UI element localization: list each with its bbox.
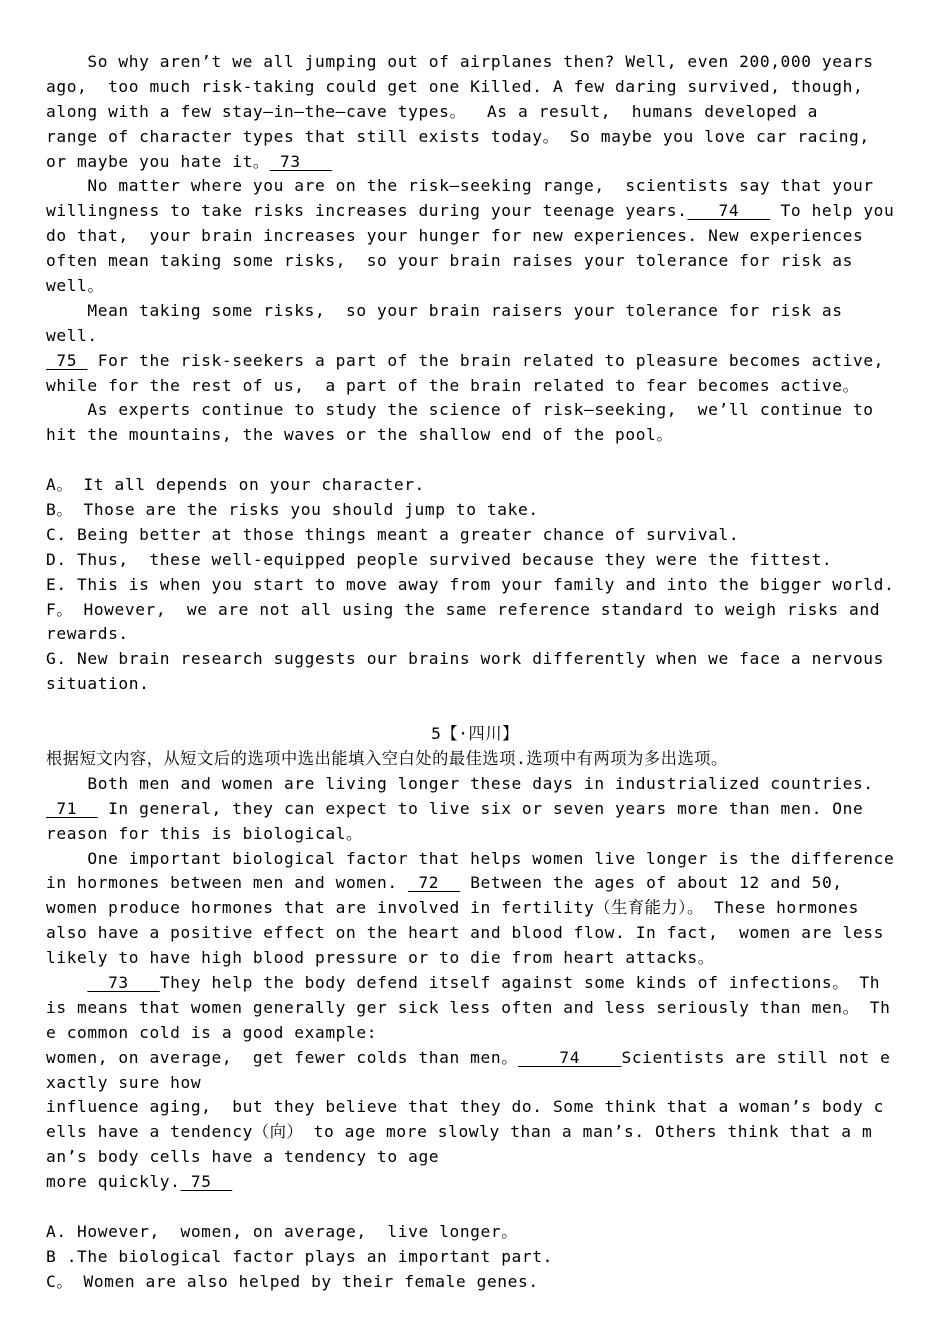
passage-text: Between the ages of about 12 and 50, bbox=[459, 873, 843, 893]
passage-text: in hormones between men and women. bbox=[46, 873, 409, 893]
passage-line: No matter where you are on the risk—seeking range, scientists say that your bbox=[46, 176, 874, 196]
passage-line: do that, your brain increases your hunger for new experiences. New experiences bbox=[46, 226, 864, 246]
passage-line: One important biological factor that helps women live longer is the difference bbox=[46, 848, 895, 868]
passage-text: more quickly. bbox=[46, 1172, 181, 1192]
option-item: C. Being better at those things meant a greater chance of survival. bbox=[46, 524, 740, 544]
option-item: F。 However, we are not all using the same reference standard to weigh risks and bbox=[46, 599, 881, 619]
passage-text: or maybe you hate it。 bbox=[46, 151, 270, 171]
passage-line: is means that women generally ger sick less often and less seriously than men。 Th bbox=[46, 997, 891, 1017]
passage-line bbox=[46, 199, 904, 224]
passage-line: ells have a tendency（向） to age more slowly than a man’s. Others think that a m bbox=[46, 1122, 873, 1142]
option-item: A. However, women, on average, live longer。 bbox=[46, 1221, 518, 1241]
passage-line: well。 bbox=[46, 276, 105, 296]
passage-line bbox=[46, 349, 904, 374]
passage-line: Both men and women are living longer these days in industrialized countries. bbox=[46, 773, 874, 793]
blank-74[interactable]: 74 bbox=[687, 201, 771, 221]
spacer bbox=[46, 1195, 904, 1220]
option-item: A。 It all depends on your character. bbox=[46, 475, 425, 495]
passage-line: So why aren’t we all jumping out of airplanes then? Well, even 200,000 years bbox=[46, 52, 874, 71]
passage-line: xactly sure how bbox=[46, 1072, 202, 1092]
option-item: B .The biological factor plays an important part. bbox=[46, 1246, 553, 1266]
passage-line bbox=[46, 1046, 904, 1071]
option-item: G. New brain research suggests our brains work differently when we face a nervous bbox=[46, 649, 885, 669]
option-item: rewards. bbox=[46, 624, 129, 644]
passage-text bbox=[46, 973, 87, 992]
passage-line bbox=[46, 150, 904, 175]
document-page bbox=[46, 50, 904, 1295]
passage-line: influence aging, but they believe that they do. Some think that a woman’s body c bbox=[46, 1097, 885, 1117]
blank-74[interactable]: 74 bbox=[518, 1047, 622, 1067]
passage-line: Mean taking some risks, so your brain raisers your tolerance for risk as bbox=[46, 300, 843, 320]
passage-line: e common cold is a good example: bbox=[46, 1022, 378, 1042]
passage-line: well. bbox=[46, 325, 98, 345]
passage-text: willingness to take risks increases during your teenage years. bbox=[46, 201, 688, 221]
option-item: situation. bbox=[46, 674, 150, 694]
spacer bbox=[46, 448, 904, 473]
passage-line: also have a positive effect on the heart and blood flow. In fact, women are less bbox=[46, 923, 885, 943]
option-item: C。 Women are also helped by their female genes. bbox=[46, 1271, 539, 1291]
passage-text: To help you bbox=[770, 201, 895, 221]
passage-line: As experts continue to study the science of risk—seeking, we’ll continue to bbox=[46, 400, 874, 420]
spacer bbox=[46, 697, 904, 722]
passage-text: In general, they can expect to live six or seven years more than men. One bbox=[97, 798, 864, 818]
passage-text: women, on average, get fewer colds than men。 bbox=[46, 1047, 518, 1067]
passage-line: an’s body cells have a tendency to age bbox=[46, 1147, 440, 1167]
option-item: B。 Those are the risks you should jump to take. bbox=[46, 500, 539, 520]
option-item: E. This is when you start to move away from your family and into the bigger world. bbox=[46, 574, 895, 594]
passage-line bbox=[46, 1170, 904, 1195]
passage-line: range of character types that still exists today。 So maybe you love car racing, bbox=[46, 126, 870, 146]
passage-line bbox=[46, 797, 904, 822]
blank-72[interactable]: 72 bbox=[408, 873, 460, 893]
passage-line: ago, too much risk-taking could get one Killed. A few daring survived, though, bbox=[46, 76, 864, 96]
passage-text: For the risk-seekers a part of the brain related to pleasure becomes active, bbox=[87, 350, 885, 370]
passage-line bbox=[46, 971, 904, 996]
passage-text: They help the body defend itself against some kinds of infections。 Th bbox=[159, 972, 881, 992]
passage-line: reason for this is biological。 bbox=[46, 823, 363, 843]
option-item: D. Thus, these well-equipped people survived because they were the fittest. bbox=[46, 549, 833, 569]
passage-line: women produce hormones that are involved in fertility（生育能力）。 These hormones bbox=[46, 898, 859, 918]
passage-line: while for the rest of us, a part of the brain related to fear becomes active。 bbox=[46, 375, 860, 395]
passage-line: along with a few stay—in—the—cave types。 As a result, humans developed a bbox=[46, 101, 819, 121]
blank-73[interactable]: 73 bbox=[87, 972, 160, 992]
section-heading: 5【·四川】 bbox=[431, 724, 519, 744]
instruction-text: 根据短文内容，从短文后的选项中选出能填入空白处的最佳选项.选项中有两项为多出选项。 bbox=[46, 748, 728, 768]
passage-line: hit the mountains, the waves or the shallow end of the pool。 bbox=[46, 425, 674, 445]
blank-73[interactable]: 73 bbox=[269, 151, 332, 171]
passage-line: likely to have high blood pressure or to die from heart attacks。 bbox=[46, 948, 715, 968]
passage-text: Scientists are still not e bbox=[621, 1047, 891, 1067]
blank-75[interactable]: 75 bbox=[180, 1172, 233, 1192]
passage-line bbox=[46, 871, 904, 896]
passage-line: often mean taking some risks, so your brain raises your tolerance for risk as bbox=[46, 251, 853, 271]
blank-75[interactable]: 75 bbox=[46, 350, 88, 370]
blank-71[interactable]: 71 bbox=[46, 798, 98, 818]
